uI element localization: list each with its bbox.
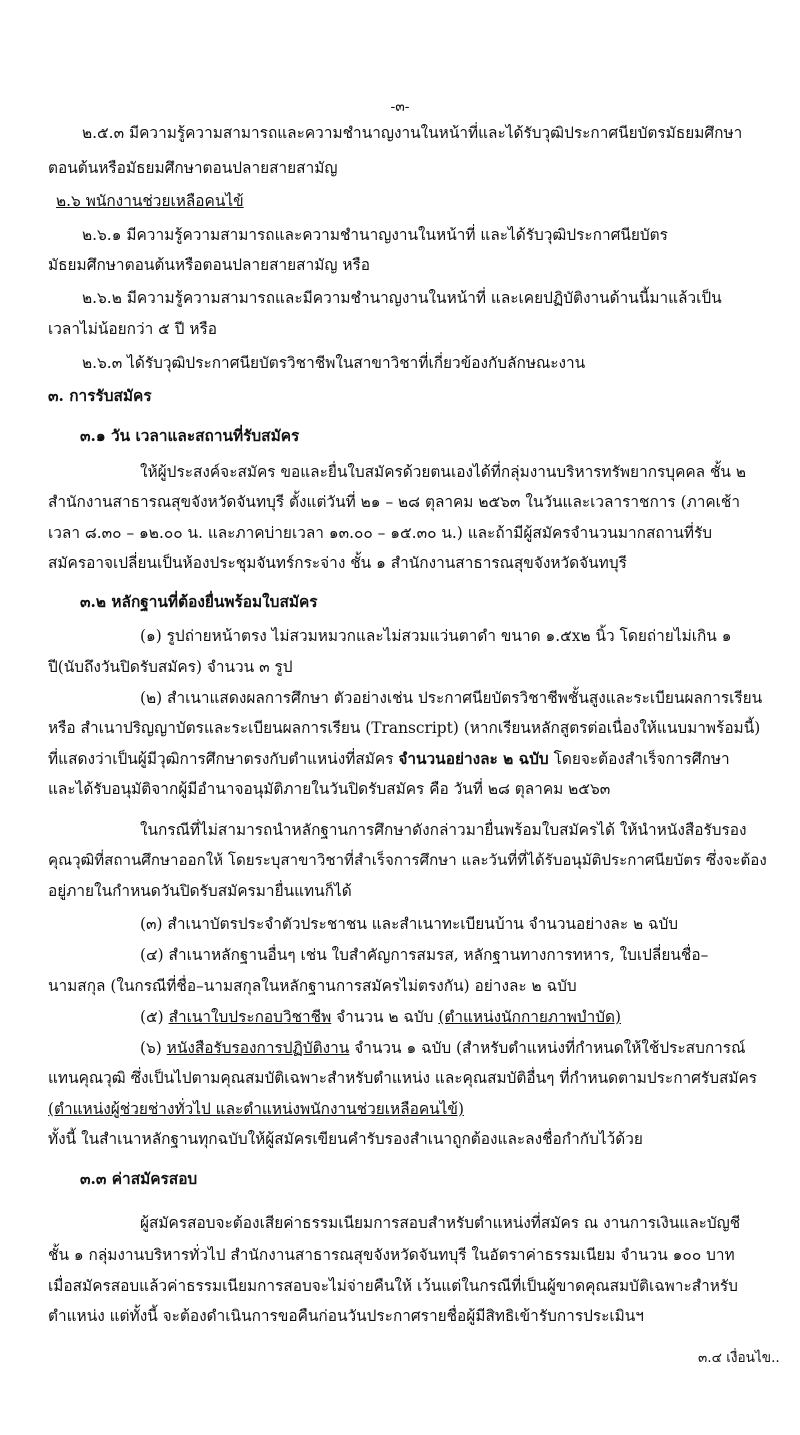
underlined-text: (ตำแหน่งผู้ช่วยช่างทั่วไป และตำแหน่งพนักงานช่วยเหลือคนไข้) — [48, 1100, 464, 1118]
text-line — [48, 748, 730, 770]
text-line: สมัครอาจเปลี่ยนเป็นห้องประชุมจันทร์กระจ่าง ชั้น ๑ สำนักงานสาธารณสุขจังหวัดจันทบุรี — [48, 554, 627, 572]
text-line: แทนคุณวุฒิ ซึ่งเป็นไปตามคุณสมบัติเฉพาะสำหรับตำแหน่ง และคุณสมบัติอื่นๆ ที่กำหนดตามประกาศรับสมัคร — [48, 1069, 758, 1087]
text-line: ตอนต้นหรือมัธยมศึกษาตอนปลายสายสามัญ — [48, 159, 338, 177]
text-line — [140, 1006, 621, 1028]
text-line: (๓) สำเนาบัตรประจำตัวประชาชน และสำเนาทะเบียนบ้าน จำนวนอย่างละ ๒ ฉบับ — [140, 915, 679, 933]
text-line: เมื่อสมัครสอบแล้วค่าธรรมเนียมการสอบจะไม่จ่ายคืนให้ เว้นแต่ในกรณีที่เป็นผู้ขาดคุณสมบัติเฉพาะสำหรับ — [48, 1277, 738, 1295]
subsection-heading: ๓.๓ ค่าสมัครสอบ — [80, 1170, 198, 1188]
section-heading: ๒.๖ พนักงานช่วยเหลือคนไข้ — [56, 192, 244, 210]
text-segment: จำนวน ๒ ฉบับ — [331, 1008, 439, 1026]
text-segment: (๕) — [140, 1008, 169, 1026]
text-line: ผู้สมัครสอบจะต้องเสียค่าธรรมเนียมการสอบสำหรับตำแหน่งที่สมัคร ณ งานการเงินและบัญชี — [140, 1214, 741, 1232]
text-segment: (๖) — [140, 1039, 167, 1057]
text-line: ในกรณีที่ไม่สามารถนำหลักฐานการศึกษาดังกล่าวมายื่นพร้อมใบสมัครได้ ให้นำหนังสือรับรอง — [140, 821, 747, 839]
page-number: -๓- — [390, 99, 410, 115]
text-line: สำนักงานสาธารณสุขจังหวัดจันทบุรี ตั้งแต่วันที่ ๒๑ – ๒๘ ตุลาคม ๒๕๖๓ ในวันและเวลาราชการ (ภาคเช้า — [48, 493, 741, 511]
subsection-heading: ๓.๑ วัน เวลาและสถานที่รับสมัคร — [80, 427, 300, 445]
text-line: มัธยมศึกษาตอนต้นหรือตอนปลายสายสามัญ หรือ — [48, 256, 371, 274]
subsection-heading: ๓.๒ หลักฐานที่ต้องยื่นพร้อมใบสมัคร — [80, 593, 318, 611]
text-line: เวลาไม่น้อยกว่า ๕ ปี หรือ — [48, 320, 217, 338]
text-line: หรือ สำเนาปริญญาบัตรและระเบียนผลการเรียน (Transcript) (หากเรียนหลักสูตรต่อเนื่องให้แนบมาพร้อมนี้) — [48, 719, 761, 737]
text-line: ๒.๖.๑ มีความรู้ความสามารถและความชำนาญงานในหน้าที่ และได้รับวุฒิประกาศนียบัตร — [82, 226, 668, 244]
bold-text: จำนวนอย่างละ ๒ ฉบับ — [398, 750, 549, 768]
text-line: ๒.๕.๓ มีความรู้ความสามารถและความชำนาญงานในหน้าที่และได้รับวุฒิประกาศนียบัตรมัธยมศึกษา — [82, 124, 743, 142]
text-line: เวลา ๘.๓๐ – ๑๒.๐๐ น. และภาคบ่ายเวลา ๑๓.๐๐ – ๑๕.๓๐ น.) และถ้ามีผู้สมัครจำนวนมากสถานที่รับ — [48, 524, 713, 542]
text-segment: ที่แสดงว่าเป็นผู้มีวุฒิการศึกษาตรงกับตำแหน่งที่สมัคร — [48, 750, 399, 768]
text-line: ทั้งนี้ ในสำเนาหลักฐานทุกฉบับให้ผู้สมัครเขียนคำรับรองสำเนาถูกต้องและลงชื่อกำกับไว้ด้วย — [48, 1130, 643, 1148]
underlined-text: (ตำแหน่งนักกายภาพบำบัด) — [438, 1008, 622, 1026]
text-line: และได้รับอนุมัติจากผู้มีอำนาจอนุมัติภายในวันปิดรับสมัคร คือ วันที่ ๒๘ ตุลาคม ๒๕๖๓ — [48, 780, 611, 798]
text-line: ชั้น ๑ กลุ่มงานบริหารทั่วไป สำนักงานสาธารณสุขจังหวัดจันทบุรี ในอัตราค่าธรรมเนียม จำนวน ๑๐๐ บาท — [48, 1246, 735, 1264]
text-line: คุณวุฒิที่สถานศึกษาออกให้ โดยระบุสาขาวิชาที่สำเร็จการศึกษา และวันที่ที่ได้รับอนุมัติประกาศนียบัตร ซึ่งจะต้อง — [48, 851, 767, 869]
text-line: ๒.๖.๓ ได้รับวุฒิประกาศนียบัตรวิชาชีพในสาขาวิชาที่เกี่ยวข้องกับลักษณะงาน — [82, 354, 586, 372]
text-line: นามสกุล (ในกรณีที่ชื่อ–นามสกุลในหลักฐานการสมัครไม่ตรงกัน) อย่างละ ๒ ฉบับ — [48, 977, 577, 995]
section-heading: ๓. การรับสมัคร — [48, 387, 152, 405]
underlined-text: หนังสือรับรองการปฏิบัติงาน — [166, 1039, 350, 1057]
continuation-note: ๓.๔ เงื่อนไข.. — [698, 1350, 780, 1366]
underlined-text: สำเนาใบประกอบวิชาชีพ — [168, 1008, 332, 1026]
text-line: ตำแหน่ง แต่ทั้งนี้ จะต้องดำเนินการขอคืนก่อนวันประกาศรายชื่อผู้มีสิทธิเข้ารับการประเมินฯ — [48, 1307, 644, 1325]
text-line: (๔) สำเนาหลักฐานอื่นๆ เช่น ใบสำคัญการสมรส, หลักฐานทางการทหาร, ใบเปลี่ยนชื่อ– — [140, 946, 709, 964]
text-line: (๒) สำเนาแสดงผลการศึกษา ตัวอย่างเช่น ประกาศนียบัตรวิชาชีพชั้นสูงและระเบียนผลการเรียน — [140, 689, 763, 707]
text-line: ปี(นับถึงวันปิดรับสมัคร) จำนวน ๓ รูป — [48, 658, 293, 676]
text-line: ๒.๖.๒ มีความรู้ความสามารถและมีความชำนาญงานในหน้าที่ และเคยปฏิบัติงานด้านนี้มาแล้วเป็น — [82, 289, 722, 307]
text-line: อยู่ภายในกำหนดวันปิดรับสมัครมายื่นแทนก็ได้ — [48, 882, 352, 900]
text-line: (๑) รูปถ่ายหน้าตรง ไม่สวมหมวกและไม่สวมแว่นตาดำ ขนาด ๑.๕x๒ นิ้ว โดยถ่ายไม่เกิน ๑ — [140, 627, 732, 645]
text-segment: โดยจะต้องสำเร็จการศึกษา — [548, 750, 730, 768]
text-line — [140, 1037, 745, 1059]
text-line: ให้ผู้ประสงค์จะสมัคร ขอและยื่นใบสมัครด้วยตนเองได้ที่กลุ่มงานบริหารทรัพยากรบุคคล ชั้น ๒ — [140, 463, 746, 481]
text-segment: จำนวน ๑ ฉบับ (สำหรับตำแหน่งที่กำหนดให้ใช้ประสบการณ์ — [349, 1039, 746, 1057]
